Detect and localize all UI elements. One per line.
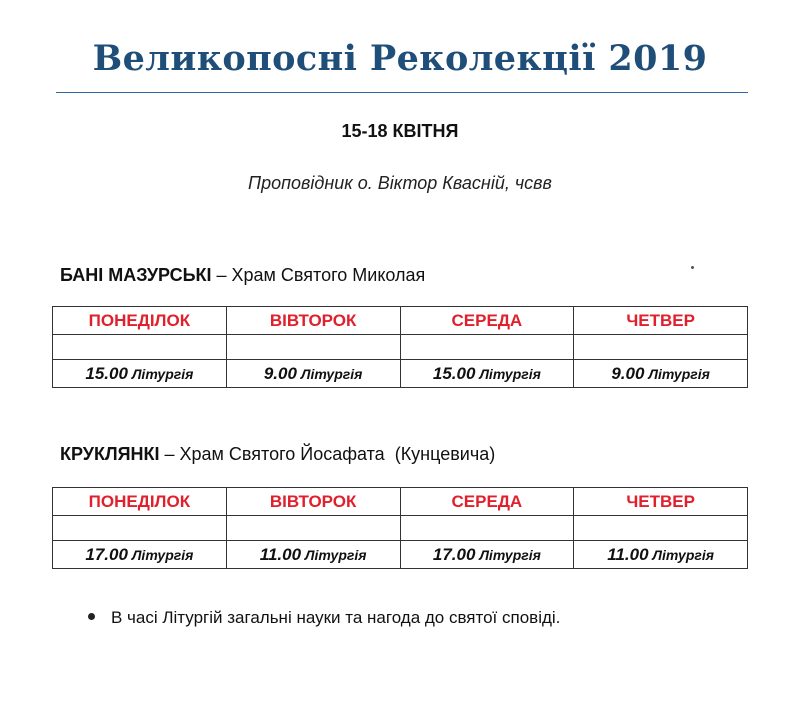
preacher-line: Проповідник о. Віктор Квасній, чсвв (248, 173, 552, 193)
service-time: 17.00 (85, 544, 128, 564)
service-time: 11.00 (607, 544, 649, 564)
weekday-row (53, 307, 748, 335)
service-type: Літургія (131, 546, 194, 563)
service-times-row (53, 360, 748, 388)
schedule-table-kruklianki (52, 487, 748, 569)
empty-cell (226, 335, 400, 360)
weekday-cell: СЕРЕДА (400, 307, 574, 335)
service-time: 9.00 (611, 363, 645, 383)
service-type: Літургія (479, 546, 541, 563)
service-time: 15.00 (85, 363, 128, 383)
location-church: – Храм Святого Йосафата (Кунцевича) (159, 444, 496, 464)
service-times-row (53, 541, 748, 569)
location-name: КРУКЛЯНКІ (60, 444, 160, 464)
empty-cell (53, 335, 227, 360)
service-time-cell (226, 541, 400, 569)
weekday-cell: ВІВТОРОК (226, 488, 400, 516)
service-time-cell (574, 541, 748, 569)
weekday-cell: СЕРЕДА (400, 488, 574, 516)
empty-cell (226, 516, 400, 541)
service-time-cell (53, 541, 227, 569)
empty-cell (400, 335, 574, 360)
service-time: 9.00 (263, 363, 297, 383)
empty-cell (574, 516, 748, 541)
service-type: Літургія (479, 365, 541, 382)
service-time-cell (400, 360, 574, 388)
service-time-cell (400, 541, 574, 569)
service-time-cell (226, 360, 400, 388)
weekday-cell: ВІВТОРОК (226, 307, 400, 335)
service-time: 17.00 (432, 544, 476, 564)
empty-cell (53, 516, 227, 541)
service-type: Літургія (300, 365, 363, 382)
empty-cell (574, 335, 748, 360)
location-church: – Храм Святого Миколая (211, 265, 426, 285)
location-name: БАНІ МАЗУРСЬКІ (60, 265, 212, 285)
service-time: 11.00 (259, 544, 302, 564)
weekday-cell: ПОНЕДІЛОК (53, 488, 227, 516)
note-item (88, 608, 560, 628)
service-time: 15.00 (432, 363, 476, 383)
weekday-cell: ПОНЕДІЛОК (53, 307, 227, 335)
note-text: В часі Літургій загальні науки та нагода до святої сповіді. (111, 608, 561, 627)
service-type: Літургія (648, 365, 710, 382)
weekday-cell: ЧЕТВЕР (574, 488, 748, 516)
page-title: Великопосні Реколекції 2019 (92, 38, 708, 79)
scan-speck (691, 266, 694, 269)
empty-row (53, 516, 748, 541)
event-dates: 15-18 КВІТНЯ (341, 121, 459, 141)
location-heading-kruklianki (60, 444, 495, 465)
title-divider (56, 92, 748, 93)
service-time-cell (53, 360, 227, 388)
weekday-cell: ЧЕТВЕР (574, 307, 748, 335)
location-heading-bani-mazurski (60, 265, 425, 286)
weekday-row (53, 488, 748, 516)
service-time-cell (574, 360, 748, 388)
bullet-icon (88, 613, 95, 620)
service-type: Літургія (652, 546, 714, 563)
empty-cell (400, 516, 574, 541)
schedule-table-bani-mazurski (52, 306, 748, 388)
service-type: Літургія (304, 546, 367, 563)
service-type: Літургія (131, 365, 194, 382)
empty-row (53, 335, 748, 360)
